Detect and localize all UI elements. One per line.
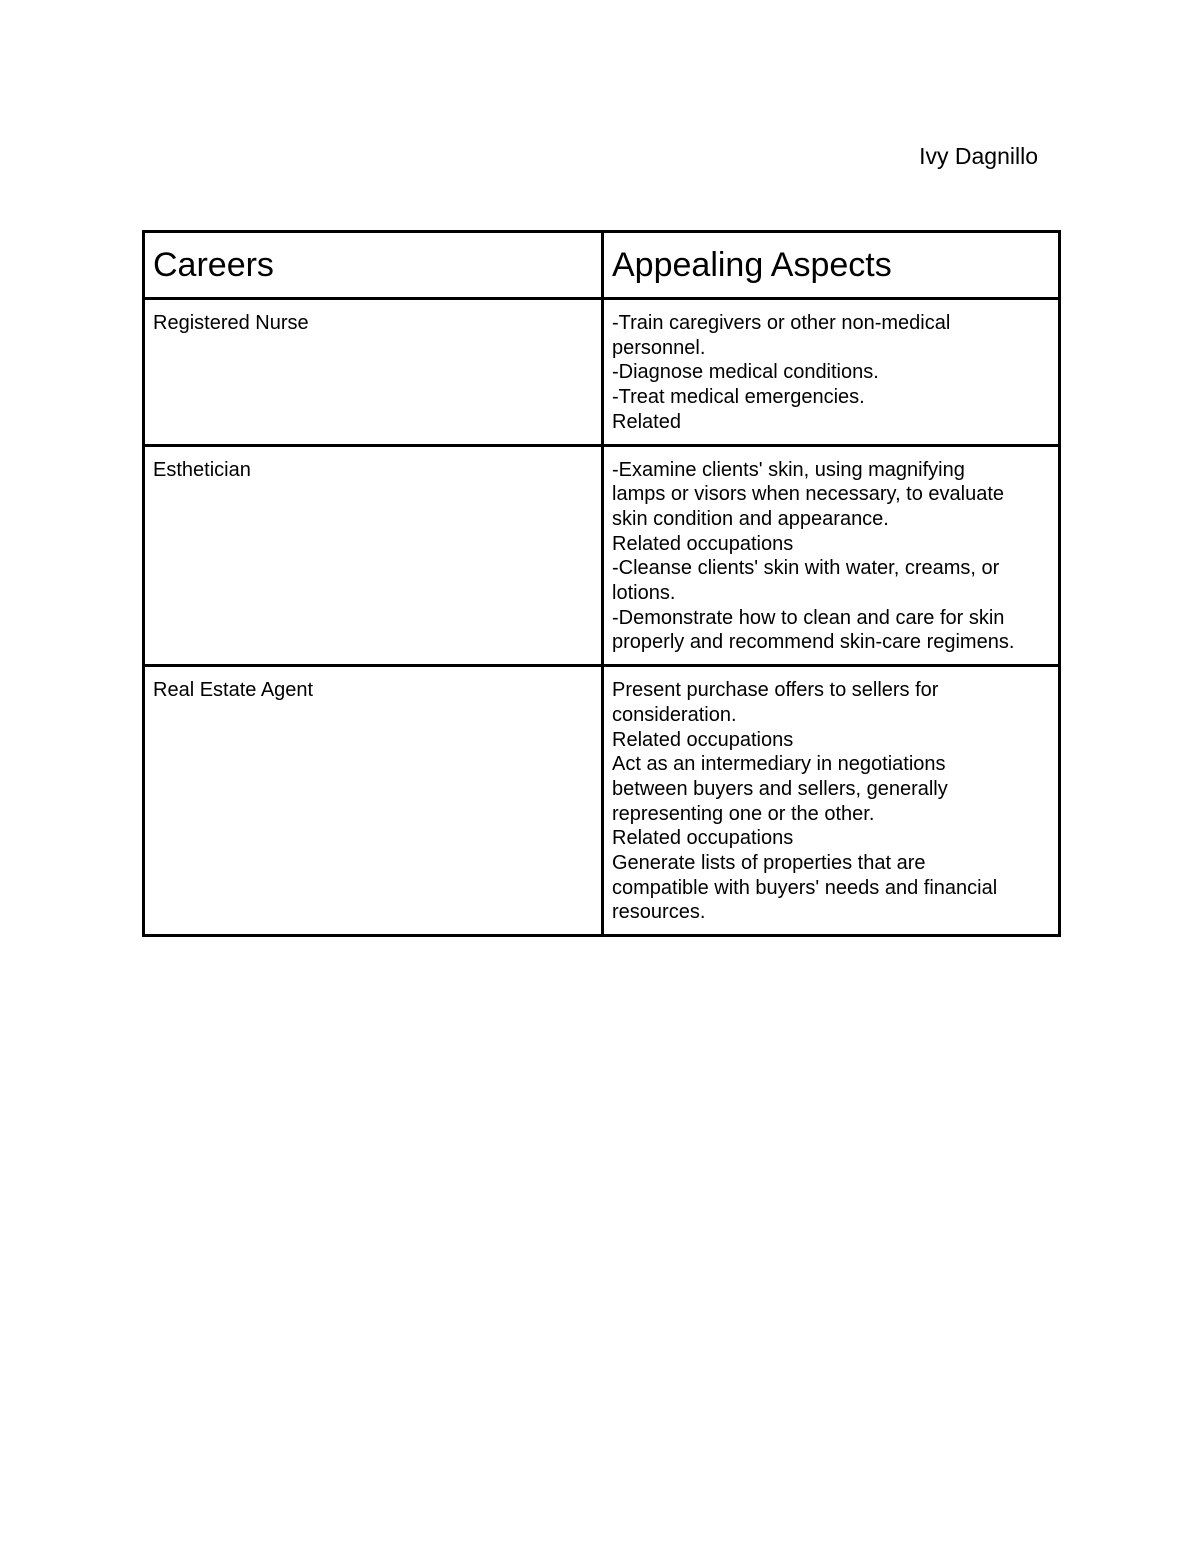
aspect-line: compatible with buyers' needs and financial: [612, 876, 998, 899]
author-name: Ivy Dagnillo: [919, 143, 1038, 169]
aspects-cell: [603, 299, 1060, 446]
column-header-careers: Careers: [144, 232, 603, 299]
careers-table: [142, 230, 1061, 937]
aspect-line: representing one or the other.: [612, 802, 875, 825]
table-row: [144, 666, 1060, 936]
aspect-line: resources.: [612, 901, 706, 924]
aspect-line: properly and recommend skin-care regimens.: [612, 631, 1015, 654]
aspect-line: personnel.: [612, 336, 706, 359]
aspect-line: between buyers and sellers, generally: [612, 777, 948, 800]
table-row: [144, 299, 1060, 446]
aspect-line: Related occupations: [612, 532, 794, 555]
aspect-line: Present purchase offers to sellers for: [612, 679, 939, 702]
table-header-row: [144, 232, 1060, 299]
aspect-line: -Cleanse clients' skin with water, creams, or: [612, 557, 1000, 580]
aspect-line: -Treat medical emergencies.: [612, 386, 865, 409]
aspect-line: Related occupations: [612, 827, 794, 850]
table-row: [144, 445, 1060, 666]
aspects-cell: [603, 666, 1060, 936]
career-cell: Esthetician: [144, 445, 603, 666]
aspect-line: skin condition and appearance.: [612, 507, 889, 530]
aspect-line: -Demonstrate how to clean and care for skin: [612, 606, 1005, 629]
career-cell: Registered Nurse: [144, 299, 603, 446]
aspect-line: -Examine clients' skin, using magnifying: [612, 458, 965, 481]
aspect-line: lotions.: [612, 582, 676, 605]
aspect-line: -Diagnose medical conditions.: [612, 361, 879, 384]
aspects-cell: [603, 445, 1060, 666]
column-header-appealing-aspects: Appealing Aspects: [603, 232, 1060, 299]
aspect-line: Related: [612, 410, 681, 433]
aspect-line: consideration.: [612, 703, 737, 726]
aspect-line: -Train caregivers or other non-medical: [612, 312, 951, 334]
aspect-line: Related occupations: [612, 728, 794, 751]
aspect-line: Act as an intermediary in negotiations: [612, 753, 946, 776]
aspect-line: lamps or visors when necessary, to evaluate: [612, 483, 1005, 506]
career-cell: Real Estate Agent: [144, 666, 603, 936]
aspect-line: Generate lists of properties that are: [612, 852, 926, 875]
